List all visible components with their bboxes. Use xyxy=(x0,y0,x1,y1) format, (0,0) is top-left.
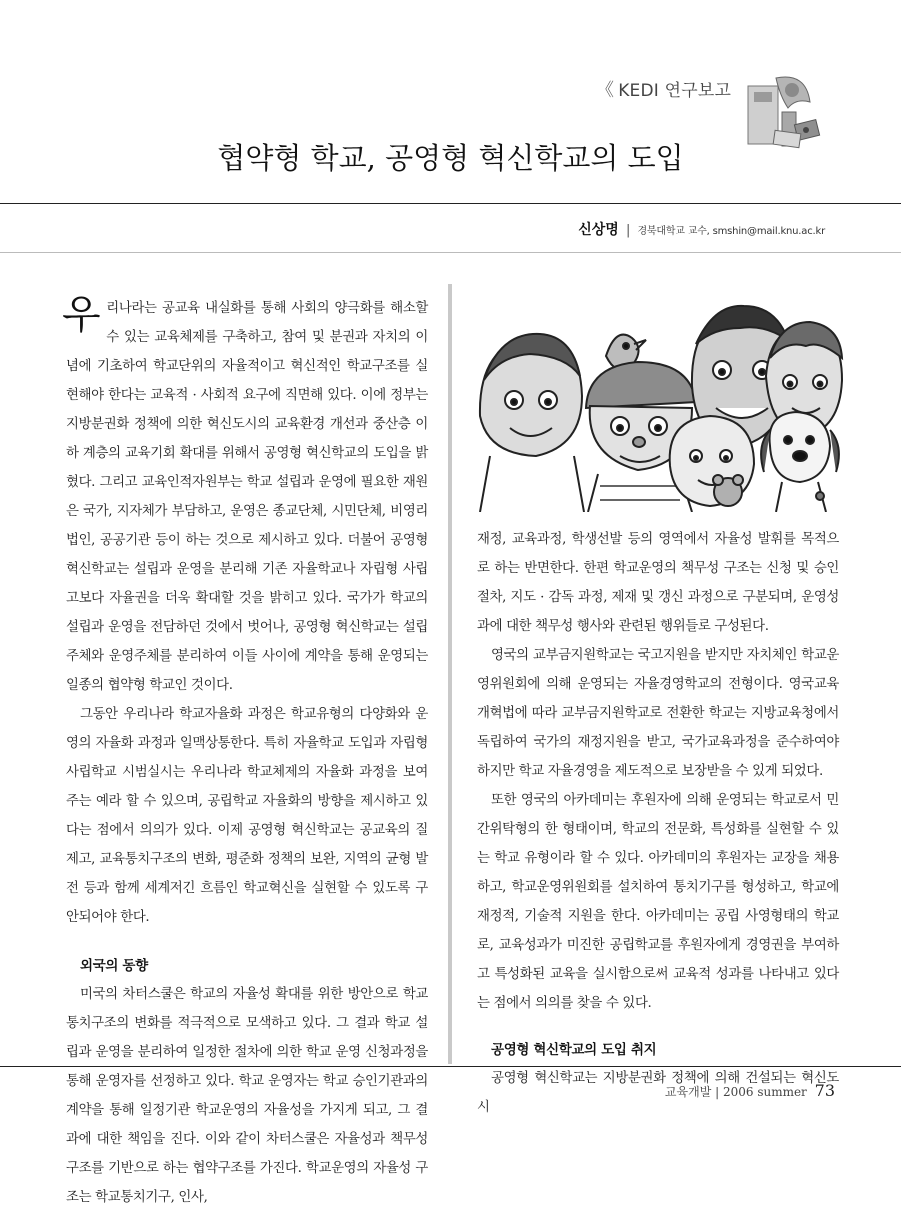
kicker xyxy=(596,76,731,102)
intro-text: 리나라는 공교육 내실화를 통해 사회의 양극화를 해소할 수 있는 교육체제를 구축하고, 참여 및 분권과 자치의 이념에 기초하여 학교단위의 자율적이고 혁신적인 학교구조를 실현해야 한다는 교육적 · 사회적 요구에 직면해 있다. 이에 정부는 지방분권화 정책에 의한 혁신도시의 교육환경 개선과 중산층 이하 계층의 교육기회 확대를 위해서 공영형 혁신학교의 도입을 밝혔다. 그리고 교육인적자원부는 학교 설립과 운영에 필요한 재원은 국가, 지자체가 부담하고, 운영은 종교단체, 시민단체, 비영리법인, 공공기관 등이 하는 것으로 제시하고 있다. 더불어 공영형 혁신학교는 설립과 운영을 분리해 기존 자율학교나 자립형 사립고보다 자율권을 더욱 확대할 것을 밝히고 있다. 국가가 학교의 설립과 운영을 전담하던 것에서 벗어나, 공영형 혁신학교는 설립주체와 운영주체를 분리하여 이들 사이에 계약을 통해 운영되는 일종의 협약형 학교인 것이다. xyxy=(66,301,428,693)
footer-divider xyxy=(0,1066,901,1067)
dropcap: 우 xyxy=(62,292,101,338)
left-column xyxy=(62,292,428,1212)
section-heading-foreign-trends: 외국의 동향 xyxy=(80,958,148,974)
double-chevron-icon: 《 xyxy=(596,80,615,101)
column-divider xyxy=(448,284,452,1064)
page-number: 73 xyxy=(814,1081,835,1100)
page-footer xyxy=(665,1081,835,1100)
magazine-issue: 교육개발 | 2006 summer xyxy=(664,1085,807,1099)
paragraph: 영국의 교부금지원학교는 국고지원을 받지만 자치체인 학교운영위원회에 의해 운영되는 자율경영학교의 전형이다. 영국교육개혁법에 따라 교부금지원학교로 전환한 학교는 지방교육청에서 독립하여 국가의 재정지원을 받고, 국가교육과정을 준수하여야 하지만 학교 자율경영을 제도적으로 보장받을 수 있게 되었다. xyxy=(477,648,839,779)
paragraph: 미국의 차터스쿨은 학교의 자율성 확대를 위한 방안으로 학교통치구조의 변화를 적극적으로 모색하고 있다. 그 결과 학교 설립과 운영을 분리하여 일정한 절차에 의한 학교 운영 신청과정을 통해 운영자를 선정하고 있다. 학교 운영자는 학교 승인기관과의 계약을 통해 일정기관 학교운영의 자율성을 가지게 되고, 그 결과에 대한 책임을 진다. 이와 같이 차터스쿨은 자율성과 책무성 구조를 기반으로 하는 협약구조를 가진다. 학교운영의 자율성 구조는 학교통치기구, 인사, xyxy=(66,987,428,1205)
author-line xyxy=(578,219,825,239)
page-title: 협약형 학교, 공영형 혁신학교의 도입 xyxy=(217,141,684,175)
kicker-label: KEDI 연구보고 xyxy=(618,81,732,101)
paragraph: 재정, 교육과정, 학생선발 등의 영역에서 자율성 발휘를 목적으로 하는 반면한다. 한편 학교운영의 책무성 구조는 신청 및 승인 절차, 지도 · 감독 과정, 제재 및 갱신 과정으로 구분되며, 운영성과에 대한 책무성 행사와 관련된 행위들로 구성된다. xyxy=(477,532,839,634)
section-heading-introduction-purpose: 공영형 혁신학교의 도입 취지 xyxy=(491,1042,657,1058)
paragraph: 그동안 우리나라 학교자율화 과정은 학교유형의 다양화와 운영의 자율화 과정과 일맥상통한다. 특히 자율학교 도입과 자립형 사립학교 시범실시는 우리나라 학교체제의 자율화 과정을 보여주는 예라 할 수 있으며, 공립학교 자율화의 방향을 제시하고 있다는 점에서 의의가 있다. 이제 공영형 혁신학교는 공교육의 질 제고, 교육통치구조의 변화, 평준화 정책의 보완, 지역의 균형 발전 등과 함께 세계저긴 흐름인 학교혁신을 실현할 수 있도록 구안되어야 한다. xyxy=(66,707,428,925)
children-cartoon-illustration xyxy=(470,296,846,512)
title-divider xyxy=(0,203,901,204)
intro-paragraph xyxy=(62,292,428,700)
author-name: 신상명 xyxy=(578,222,619,238)
author-divider xyxy=(0,252,901,253)
author-affiliation: 경북대학교 교수, smshin@mail.knu.ac.kr xyxy=(637,226,825,237)
paragraph: 공영형 혁신학교는 지방분권화 정책에 의해 건설되는 혁신도시 xyxy=(477,1071,839,1115)
author-separator: | xyxy=(625,223,631,238)
right-column xyxy=(477,525,839,1122)
paragraph: 또한 영국의 아카데미는 후원자에 의해 운영되는 학교로서 민간위탁형의 한 형태이며, 학교의 전문화, 특성화를 실현할 수 있는 학교 유형이라 할 수 있다. 아카데미의 후원자는 교장을 채용하고, 학교운영위원회를 설치하여 통치기구를 형성하고, 학교에 재정적, 기술적 지원을 한다. 아카데미는 공립 사영형태의 학교로, 교육성과가 미진한 공립학교를 후원자에게 경영권을 부여하고 특성화된 교육을 실시함으로써 교육적 성과를 나타내고 있다는 점에서 의의를 찾을 수 있다. xyxy=(477,793,839,1011)
